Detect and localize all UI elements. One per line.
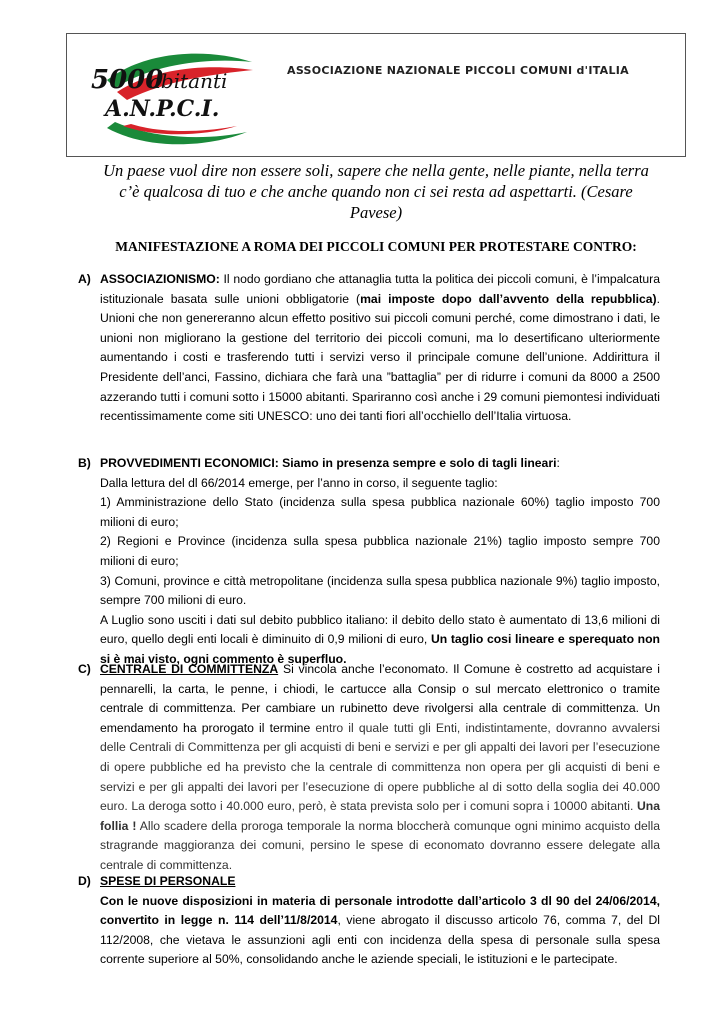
association-name: ASSOCIAZIONE NAZIONALE PICCOLI COMUNI d'ITALIA xyxy=(287,64,630,77)
section-a-text2: . Unioni che non genereranno alcun effetto positivo sui piccoli comuni perché, come dimostrano i dati, le unioni non migliorano la gestione del territorio dei piccoli comuni, ma lo desertificano ulteriormente aumentando i costi e trasferendo tutti i servizi verso il principale comune dell’unione. Addirittura il Presidente dell’anci, Fassino, dichiara che farà una ”battaglia” per di ridurre i comuni da 8000 a 2500 azzerando tutti i comuni sotto i 15000 abitanti. Spariranno così anche i 29 comuni piemontesi individuati recentissimamente come siti UNESCO: uno dei tanti fiori all’occhiello dell’Italia virtuosa. xyxy=(100,291,661,424)
section-b-heading-line xyxy=(100,454,660,474)
section-a-heading: ASSOCIAZIONISMO: xyxy=(100,272,220,286)
section-a-body xyxy=(100,270,660,427)
sections-list xyxy=(70,270,660,970)
section-b-p3: 2) Regioni e Province (incidenza sulla spesa pubblica nazionale 21%) taglio imposto sempre 700 milioni di euro; xyxy=(100,534,660,568)
section-c-heading: CENTRALE DI COMMITTENZA xyxy=(100,662,279,676)
quote-line-1: Un paese vuol dire non essere soli, sapere che nella gente, nelle piante, nella terra xyxy=(103,161,649,180)
section-b-heading: PROVVEDIMENTI ECONOMICI: Siamo in presenza sempre e solo di tagli lineari xyxy=(100,456,557,470)
quote-line-2: c’è qualcosa di tuo e che anche quando non ci sei resta ad aspettarti. (Cesare xyxy=(119,182,633,201)
section-a-text1: Il nodo gordiano che attanaglia tutta la politica dei piccoli comuni, è l’impalcatura istituzionale basata sulle unioni obbligatorie ( xyxy=(100,272,660,306)
logo-number: 5000 xyxy=(91,65,164,95)
section-b-p2: 1) Amministrazione dello Stato (incidenza sulla spesa pubblica nazionale 60%) taglio imposto 700 milioni di euro; xyxy=(100,495,660,529)
logo-word: abitanti xyxy=(149,69,228,93)
section-a-marker: A) xyxy=(78,272,91,286)
pavese-quote xyxy=(66,160,686,223)
logo-acronym: A.N.P.C.I. xyxy=(105,96,220,122)
section-b-heading-tail: : xyxy=(556,456,560,470)
section-b-p4: 3) Comuni, province e città metropolitane (incidenza sulla spesa pubblica nazionale 9%) taglio imposto, sempre 700 milioni di euro. xyxy=(100,573,660,608)
section-c xyxy=(70,660,660,872)
section-b-p5-bold: Un taglio cosi lineare e sperequato non si è mai visto, ogni commento è superfluo. xyxy=(100,632,660,666)
anpci-logo xyxy=(87,40,257,150)
section-c-marker: C) xyxy=(78,662,91,676)
header-box xyxy=(66,33,686,157)
section-c-body xyxy=(100,660,660,876)
section-d-marker: D) xyxy=(78,874,91,888)
section-d-heading-line xyxy=(100,872,660,892)
section-a xyxy=(70,270,660,454)
section-d-heading: SPESE DI PERSONALE xyxy=(100,874,236,888)
section-c-text3: Allo scadere della proroga temporale la norma bloccherà comunque ogni minimo acquisto della stragrande maggioranza dei comuni, persino le spese di economato dovranno essere delegate alla centrale di committenza. xyxy=(100,818,660,872)
quote-line-3: Pavese) xyxy=(349,203,403,222)
section-b xyxy=(70,454,660,666)
page-title: MANIFESTAZIONE A ROMA DEI PICCOLI COMUNI PER PROTESTARE CONTRO: xyxy=(115,239,637,254)
section-d-body xyxy=(100,892,660,970)
section-b-p5-text: A Luglio sono usciti i dati sul debito pubblico italiano: il debito dello stato è aumentato di 13,6 milioni di euro, quello degli enti locali è diminuito di 0,9 milioni di euro, xyxy=(100,612,660,647)
section-d xyxy=(70,872,660,970)
section-d-text1: , viene abrogato il discusso articolo 76, comma 7, del Dl 112/2008, che vietava le assunzioni agli enti con incidenza della spesa di personale sulla spesa corrente superiore al 50%, consolidando anche le aziende speciali, le istituzioni e le partecipate. xyxy=(100,913,660,967)
section-c-bold1: Una follia ! xyxy=(100,799,660,833)
section-c-text2: entro il quale tutti gli Enti, indistintamente, dovranno avvalersi delle Centrali di Committenza per gli acquisti di beni e servizi e per gli appalti dei lavori per l’esecuzione di opere pubbliche ed ha previsto che la centrale di committenza non opera per gli acquisti di beni e servizi e per gli appalti dei lavori per l’esecuzione di opere pubbliche al di sotto della soglia dei 40.000 euro. La deroga sotto i 40.000 euro, però, è stata prevista solo per i comuni sopra i 10000 abitanti. xyxy=(100,720,660,814)
section-b-p1: Dalla lettura del dl 66/2014 emerge, per l’anno in corso, il seguente taglio: xyxy=(100,475,498,490)
section-a-bold1: mai imposte dopo dall’avvento della repubblica) xyxy=(360,291,657,306)
section-c-text1: Si vincola anche l’economato. Il Comune è costretto ad acquistare i pennarelli, la carta, le penne, i chiodi, le cartucce alla Consip o sul mercato elettronico o tramite centrale di committenza. Per cambiare un rubinetto deve rivolgersi alla centrale di committenza. Un emendamento ha prorogato il termine xyxy=(100,662,661,735)
section-b-marker: B) xyxy=(78,456,91,470)
section-d-bold1: Con le nuove disposizioni in materia di personale introdotte dall’articolo 3 dl 90 del 24/06/2014, convertito in legge n. 114 dell’11/8/2014 xyxy=(100,893,660,928)
